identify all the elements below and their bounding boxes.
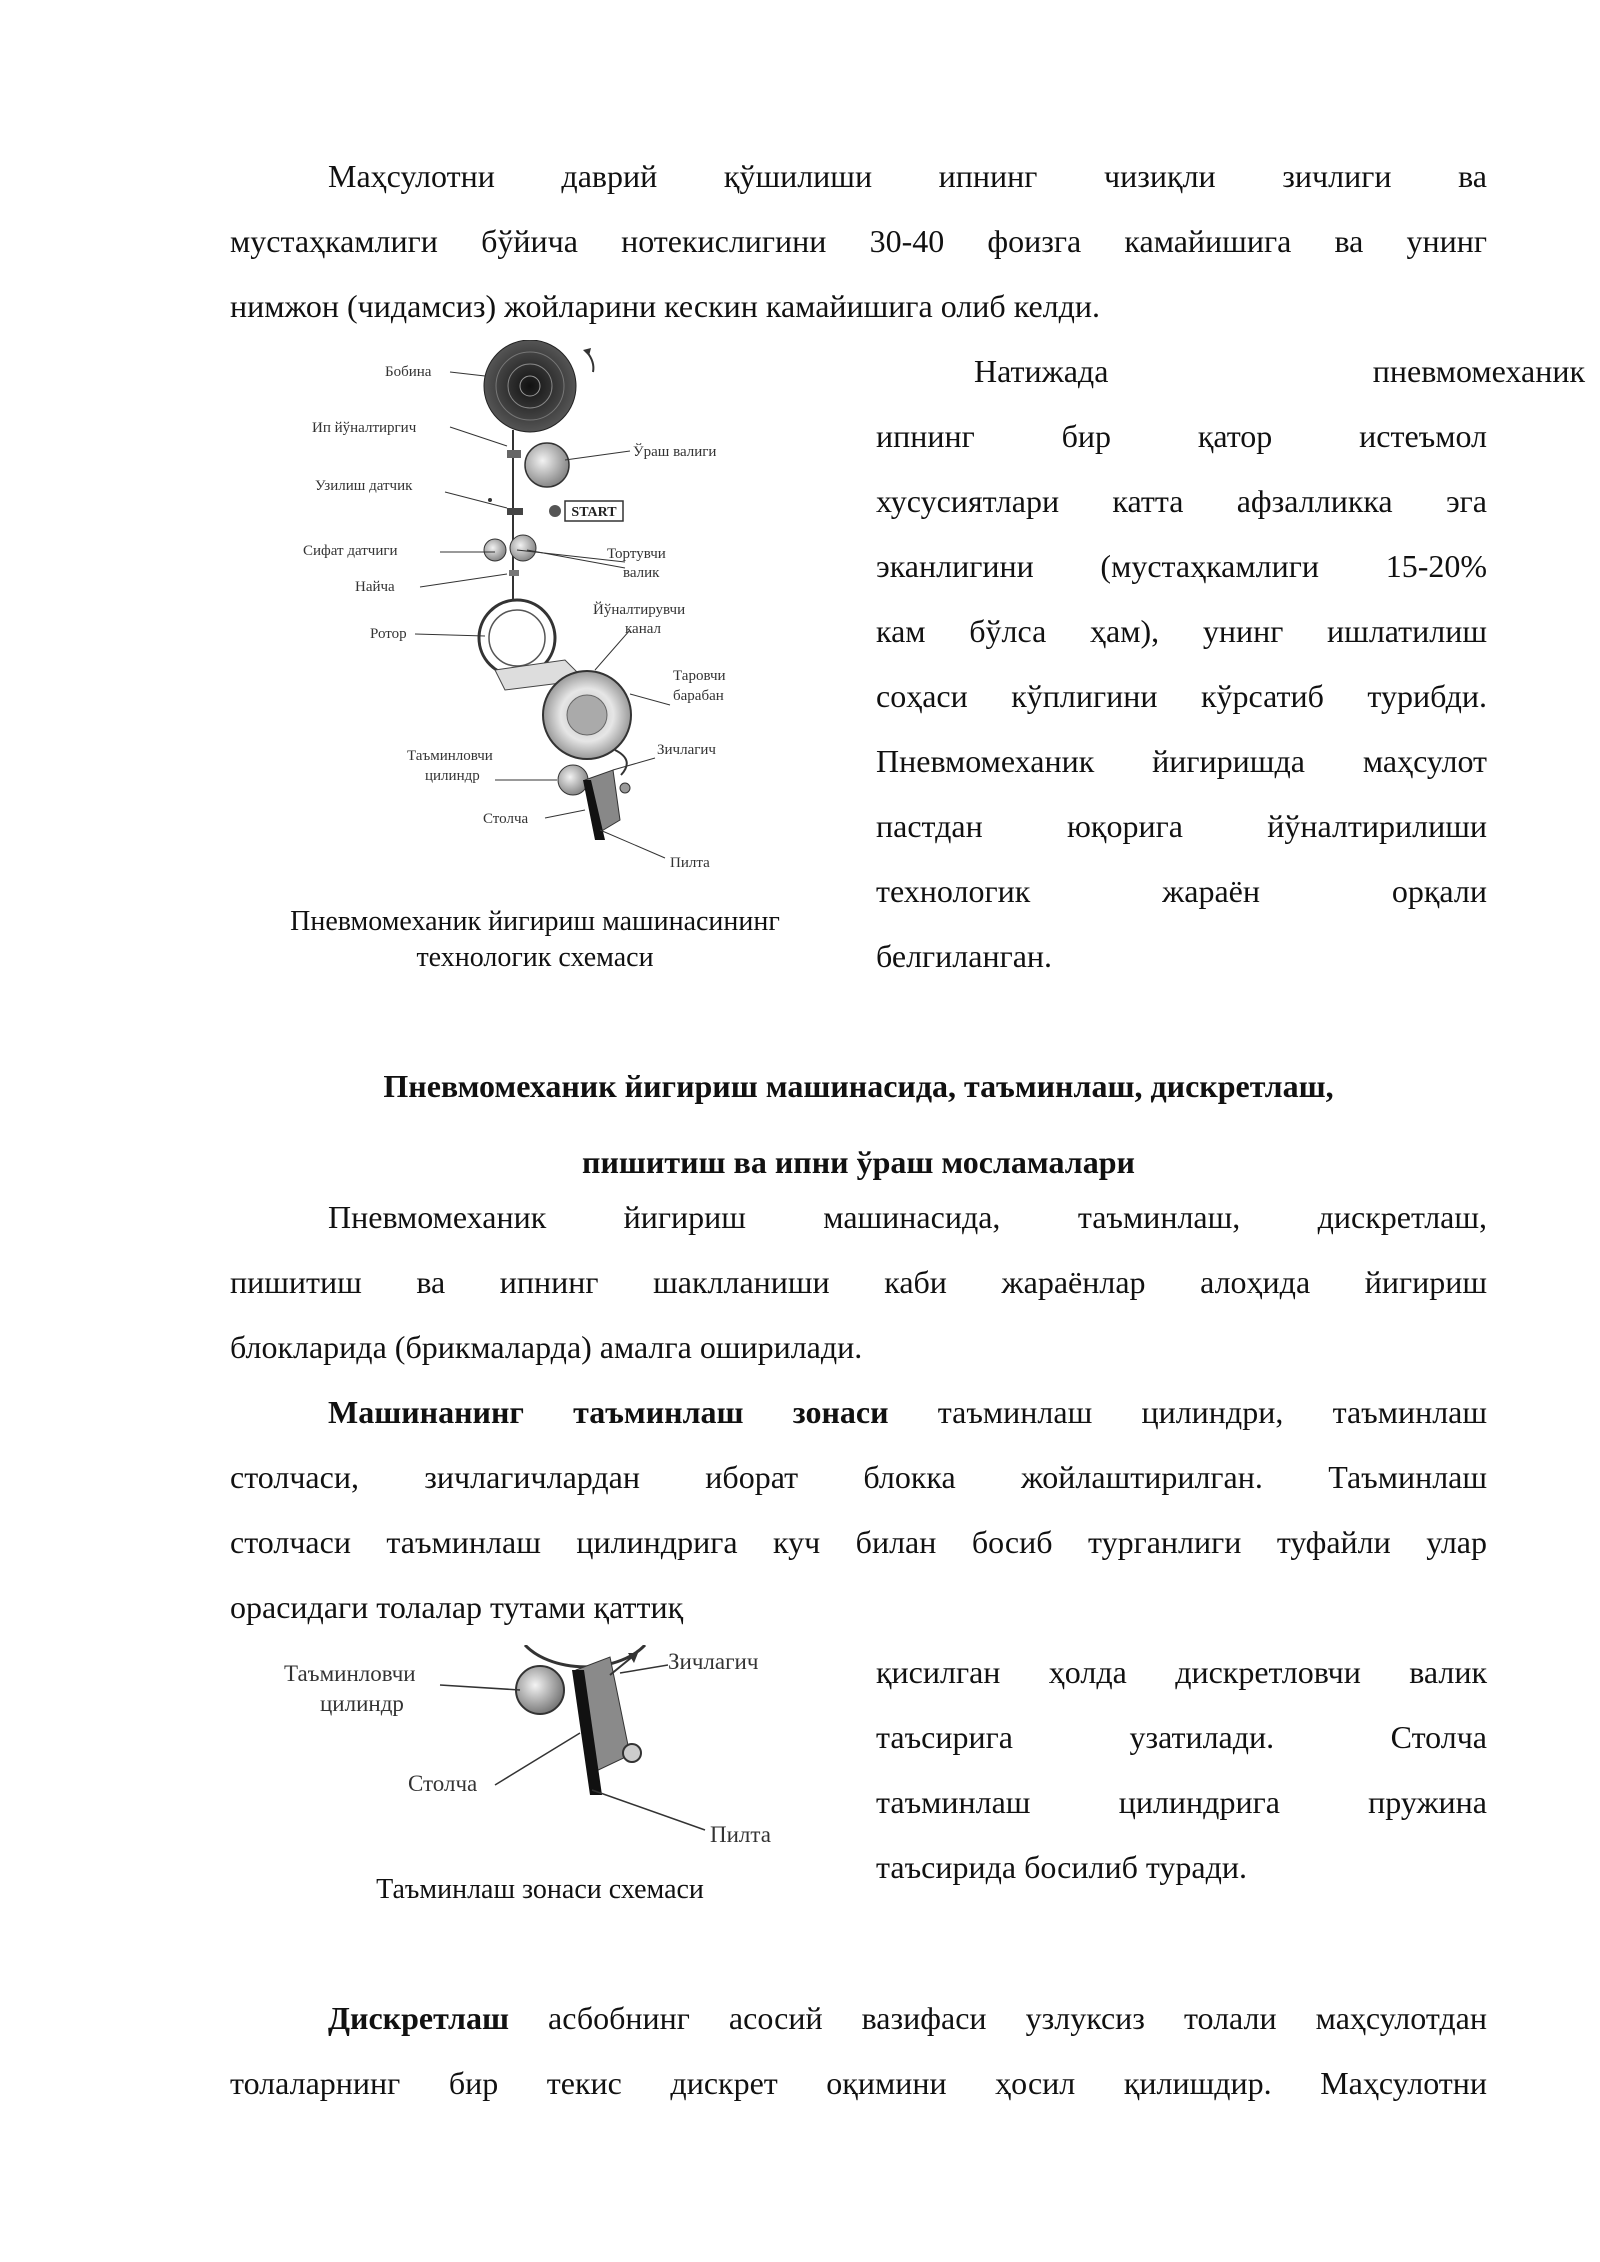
paragraph-2-line: кам бўлса ҳам), унинг ишлатилиш <box>876 613 1487 649</box>
bobbin-shape <box>484 340 576 432</box>
paragraph-2-line: хусусиятлари катта афзалликка эга <box>876 483 1487 519</box>
fig2-label-zichlagich: Зичлагич <box>668 1649 759 1674</box>
paragraph-5-line: таъсирида босилиб туради. <box>876 1849 1248 1885</box>
discretization-term: Дискретлаш <box>328 2000 509 2036</box>
label-tarovchi-2: барабан <box>673 688 724 704</box>
label-sifat-datchigi: Сифат датчиги <box>303 543 398 559</box>
figure-1-caption-line-1: Пневмомеханик йигириш машинасининг <box>290 906 780 937</box>
label-uzilish-datchik: Узилиш датчик <box>315 478 413 494</box>
spinning-machine-scheme <box>295 340 765 880</box>
paragraph-3-line: блокларида (брикмаларда) амалга оширилади. <box>230 1329 863 1365</box>
paragraph-3-line: пишитиш ва ипнинг шаклланиши каби жараёнлар алоҳида йигириш <box>230 1264 1487 1300</box>
paragraph-2-line: технологик жараён орқали <box>876 873 1487 909</box>
paragraph-5-line: таъминлаш цилиндрига пружина <box>876 1784 1487 1820</box>
fig2-label-taminlovchi-2: цилиндр <box>320 1691 404 1716</box>
label-stolcha: Столча <box>483 811 529 827</box>
label-yunaltiruvchi-2: канал <box>625 621 662 637</box>
label-pilta: Пилта <box>670 855 710 871</box>
feed-zone-term: Машинанинг таъминлаш зонаси <box>328 1394 889 1430</box>
paragraph-3 <box>230 1185 1487 1380</box>
start-indicator <box>549 505 561 517</box>
paragraph-2-line: Натижада пневмомеханик <box>974 353 1585 389</box>
paragraph-2-line: ипнинг бир қатор истеъмол <box>876 418 1487 454</box>
paragraph-4 <box>230 1380 1487 1640</box>
paragraph-3-line: Пневмомеханик йигириш машинасида, таъминлаш, дискретлаш, <box>328 1199 1487 1235</box>
paragraph-4-line <box>230 1380 1487 1445</box>
fig2-label-pilta: Пилта <box>710 1822 771 1847</box>
paragraph-1-line: нимжон (чидамсиз) жойларини кескин камайишига олиб келди. <box>230 288 1101 324</box>
paragraph-6-line: толаларнинг бир текис дискрет оқимини ҳосил қилишдир. Маҳсулотни <box>230 2065 1487 2101</box>
paragraph-2-line: Пневмомеханик йигиришда маҳсулот <box>876 743 1487 779</box>
figure-2-caption <box>290 1872 790 1908</box>
label-ip-yunaltirgich: Ип йўналтиргич <box>312 420 417 436</box>
label-tortuvchi-1: Тортувчи <box>607 546 666 562</box>
fig2-label-stolcha: Столча <box>408 1771 478 1796</box>
paragraph-2-line: эканлигини (мустаҳкамлиги 15-20% <box>876 548 1487 584</box>
paragraph-4-line: столчаси таъминлаш цилиндрига куч билан босиб турганлиги туфайли улар <box>230 1524 1487 1560</box>
label-tarovchi-1: Таровчи <box>673 668 726 684</box>
paragraph-4-first-rest: таъминлаш цилиндри, таъминлаш <box>888 1394 1488 1430</box>
figure-1-caption <box>235 904 835 976</box>
paragraph-4-line: орасидаги толалар тутами қаттиқ <box>230 1589 684 1625</box>
feed-cylinder-shape <box>516 1666 564 1714</box>
paragraph-5 <box>876 1640 1487 1900</box>
feed-zone-scheme <box>280 1645 820 1855</box>
paragraph-2 <box>876 339 1585 989</box>
start-label: START <box>571 505 617 520</box>
paragraph-6-first-rest: асбобнинг асосий вазифаси узлуксиз толали маҳсулотдан <box>508 2000 1487 2036</box>
label-naycha: Найча <box>355 579 395 595</box>
label-urash-valigi: Ўраш валиги <box>633 444 717 460</box>
takeoff-roller-shape <box>484 539 506 561</box>
label-taminlovchi-1: Таъминловчи <box>407 748 493 764</box>
figure-2-caption-text: Таъминлаш зонаси схемаси <box>376 1874 704 1905</box>
paragraph-4-line: столчаси, зичлагичлардан иборат блокка жойлаштирилган. Таъминлаш <box>230 1459 1487 1495</box>
label-rotor: Ротор <box>370 626 407 642</box>
paragraph-1-line: Маҳсулотни даврий қўшилиши ипнинг чизиқли зичлиги ва <box>328 158 1487 194</box>
paragraph-5-line: қисилган ҳолда дискретловчи валик <box>876 1654 1487 1690</box>
section-heading <box>230 1048 1487 1200</box>
label-tortuvchi-2: валик <box>623 565 660 581</box>
fig2-label-taminlovchi-1: Таъминловчи <box>284 1661 416 1686</box>
paragraph-5-line: таъсирига узатилади. Столча <box>876 1719 1487 1755</box>
paragraph-2-line: соҳаси кўплигини кўрсатиб турибди. <box>876 678 1487 714</box>
paragraph-1 <box>230 144 1487 339</box>
section-heading-line-2: пишитиш ва ипни ўраш мосламалари <box>582 1144 1135 1180</box>
label-yunaltiruvchi-1: Йўналтирувчи <box>593 602 686 618</box>
label-taminlovchi-2: цилиндр <box>425 768 480 784</box>
paragraph-2-line: пастдан юқорига йўналтирилиши <box>876 808 1487 844</box>
figure-1-caption-line-2: технологик схемаси <box>416 942 654 973</box>
winding-roller-shape <box>525 443 569 487</box>
label-bobina: Бобина <box>385 364 432 380</box>
paragraph-1-line: мустаҳкамлиги бўйича нотекислигини 30-40 фоизга камайишига ва унинг <box>230 223 1487 259</box>
paragraph-6 <box>230 1986 1487 2116</box>
label-zichlagich: Зичлагич <box>657 742 716 758</box>
paragraph-2-line: белгиланган. <box>876 938 1053 974</box>
section-heading-line-1: Пневмомеханик йигириш машинасида, таъминлаш, дискретлаш, <box>383 1068 1334 1104</box>
paragraph-6-line <box>230 1986 1487 2051</box>
